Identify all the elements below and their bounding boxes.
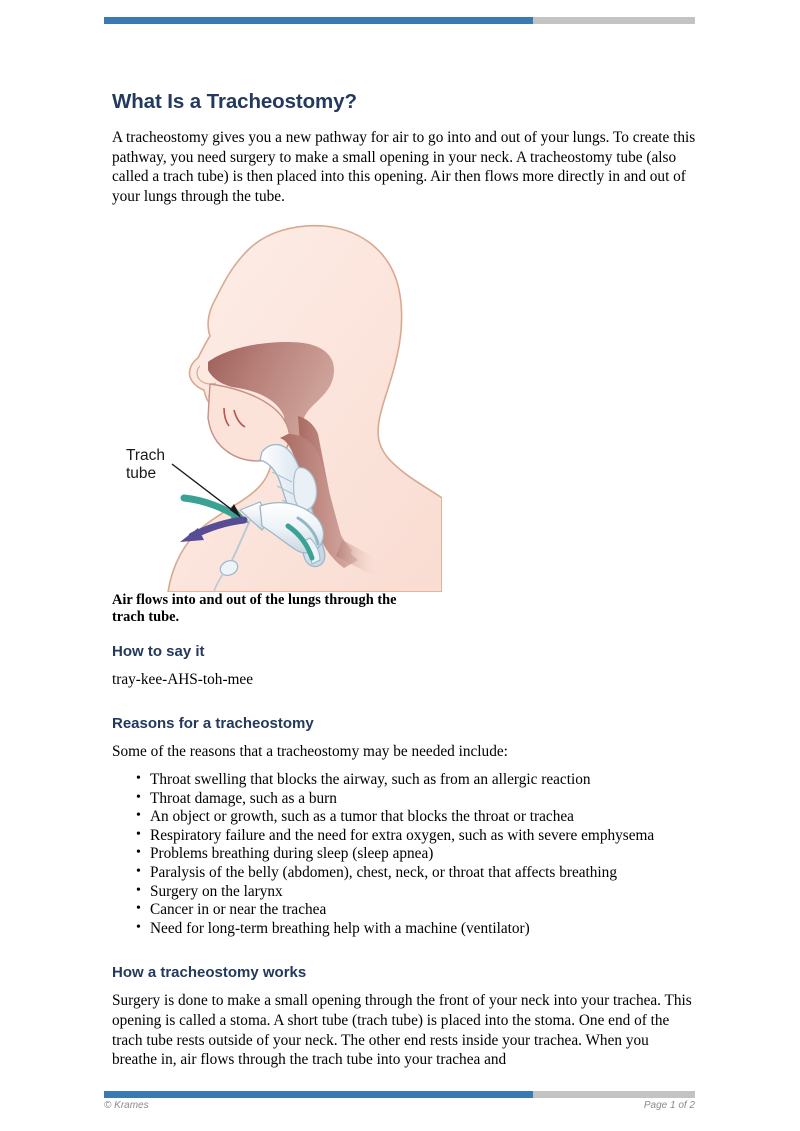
- document-content: [112, 90, 696, 1070]
- list-item: • Surgery on the larynx: [150, 883, 696, 902]
- list-item: • Cancer in or near the trachea: [150, 901, 696, 920]
- footer-rule-blue-segment: [104, 1091, 533, 1098]
- reasons-list: [112, 771, 696, 938]
- section-heading-how-to-say-it: How to say it: [112, 643, 205, 661]
- list-item: • Need for long-term breathing help with a machine (ventilator): [150, 920, 696, 939]
- reasons-intro-text: Some of the reasons that a tracheostomy may be needed include:: [112, 743, 508, 761]
- header-rule-blue-segment: [104, 17, 533, 24]
- page-footer: [104, 1100, 695, 1111]
- list-item: • Respiratory failure and the need for extra oxygen, such as with severe emphysema: [150, 827, 696, 846]
- header-rule-gray-segment: [533, 17, 695, 24]
- tracheostomy-illustration: [112, 220, 442, 592]
- section-heading-how-it-works: How a tracheostomy works: [112, 964, 307, 982]
- anatomy-diagram-svg: [112, 220, 442, 592]
- trach-tube-label-line2: tube: [126, 465, 157, 483]
- list-item: • An object or growth, such as a tumor that blocks the throat or trachea: [150, 808, 696, 827]
- header-rule: [104, 17, 695, 24]
- pronunciation-text: tray-kee-AHS-toh-mee: [112, 671, 254, 689]
- figure-caption: Air flows into and out of the lungs through the trach tube.: [112, 592, 397, 626]
- section-heading-reasons: Reasons for a tracheostomy: [112, 715, 314, 733]
- trach-tube-label-line1: Trach: [126, 447, 166, 465]
- page-title: What Is a Tracheostomy?: [112, 90, 357, 113]
- footer-rule: [104, 1091, 695, 1098]
- intro-paragraph: A tracheostomy gives you a new pathway for air to go into and out of your lungs. To create this pathway, you need surgery to make a small opening in your neck. A tracheostomy tube (also called a trach tube) is then placed into this opening. Air then flows more directly in and out of your lungs through the tube.: [112, 129, 696, 205]
- page-indicator: Page 1 of 2: [643, 1100, 695, 1111]
- list-item: • Throat swelling that blocks the airway, such as from an allergic reaction: [150, 771, 696, 790]
- footer-rule-gray-segment: [533, 1091, 695, 1098]
- how-it-works-text: Surgery is done to make a small opening through the front of your neck into your trachea. This opening is called a stoma. A short tube (trach tube) is placed into the stoma. One end of the trach tube rests outside of your neck. The other end rests inside your trachea. When you breathe in, air flows through the trach tube into your trachea and: [112, 992, 692, 1069]
- copyright-text: © Krames: [104, 1100, 149, 1111]
- list-item: • Problems breathing during sleep (sleep apnea): [150, 845, 696, 864]
- list-item: • Throat damage, such as a burn: [150, 790, 696, 809]
- label-leader-line: [172, 464, 240, 516]
- list-item: • Paralysis of the belly (abdomen), chest, neck, or throat that affects breathing: [150, 864, 696, 883]
